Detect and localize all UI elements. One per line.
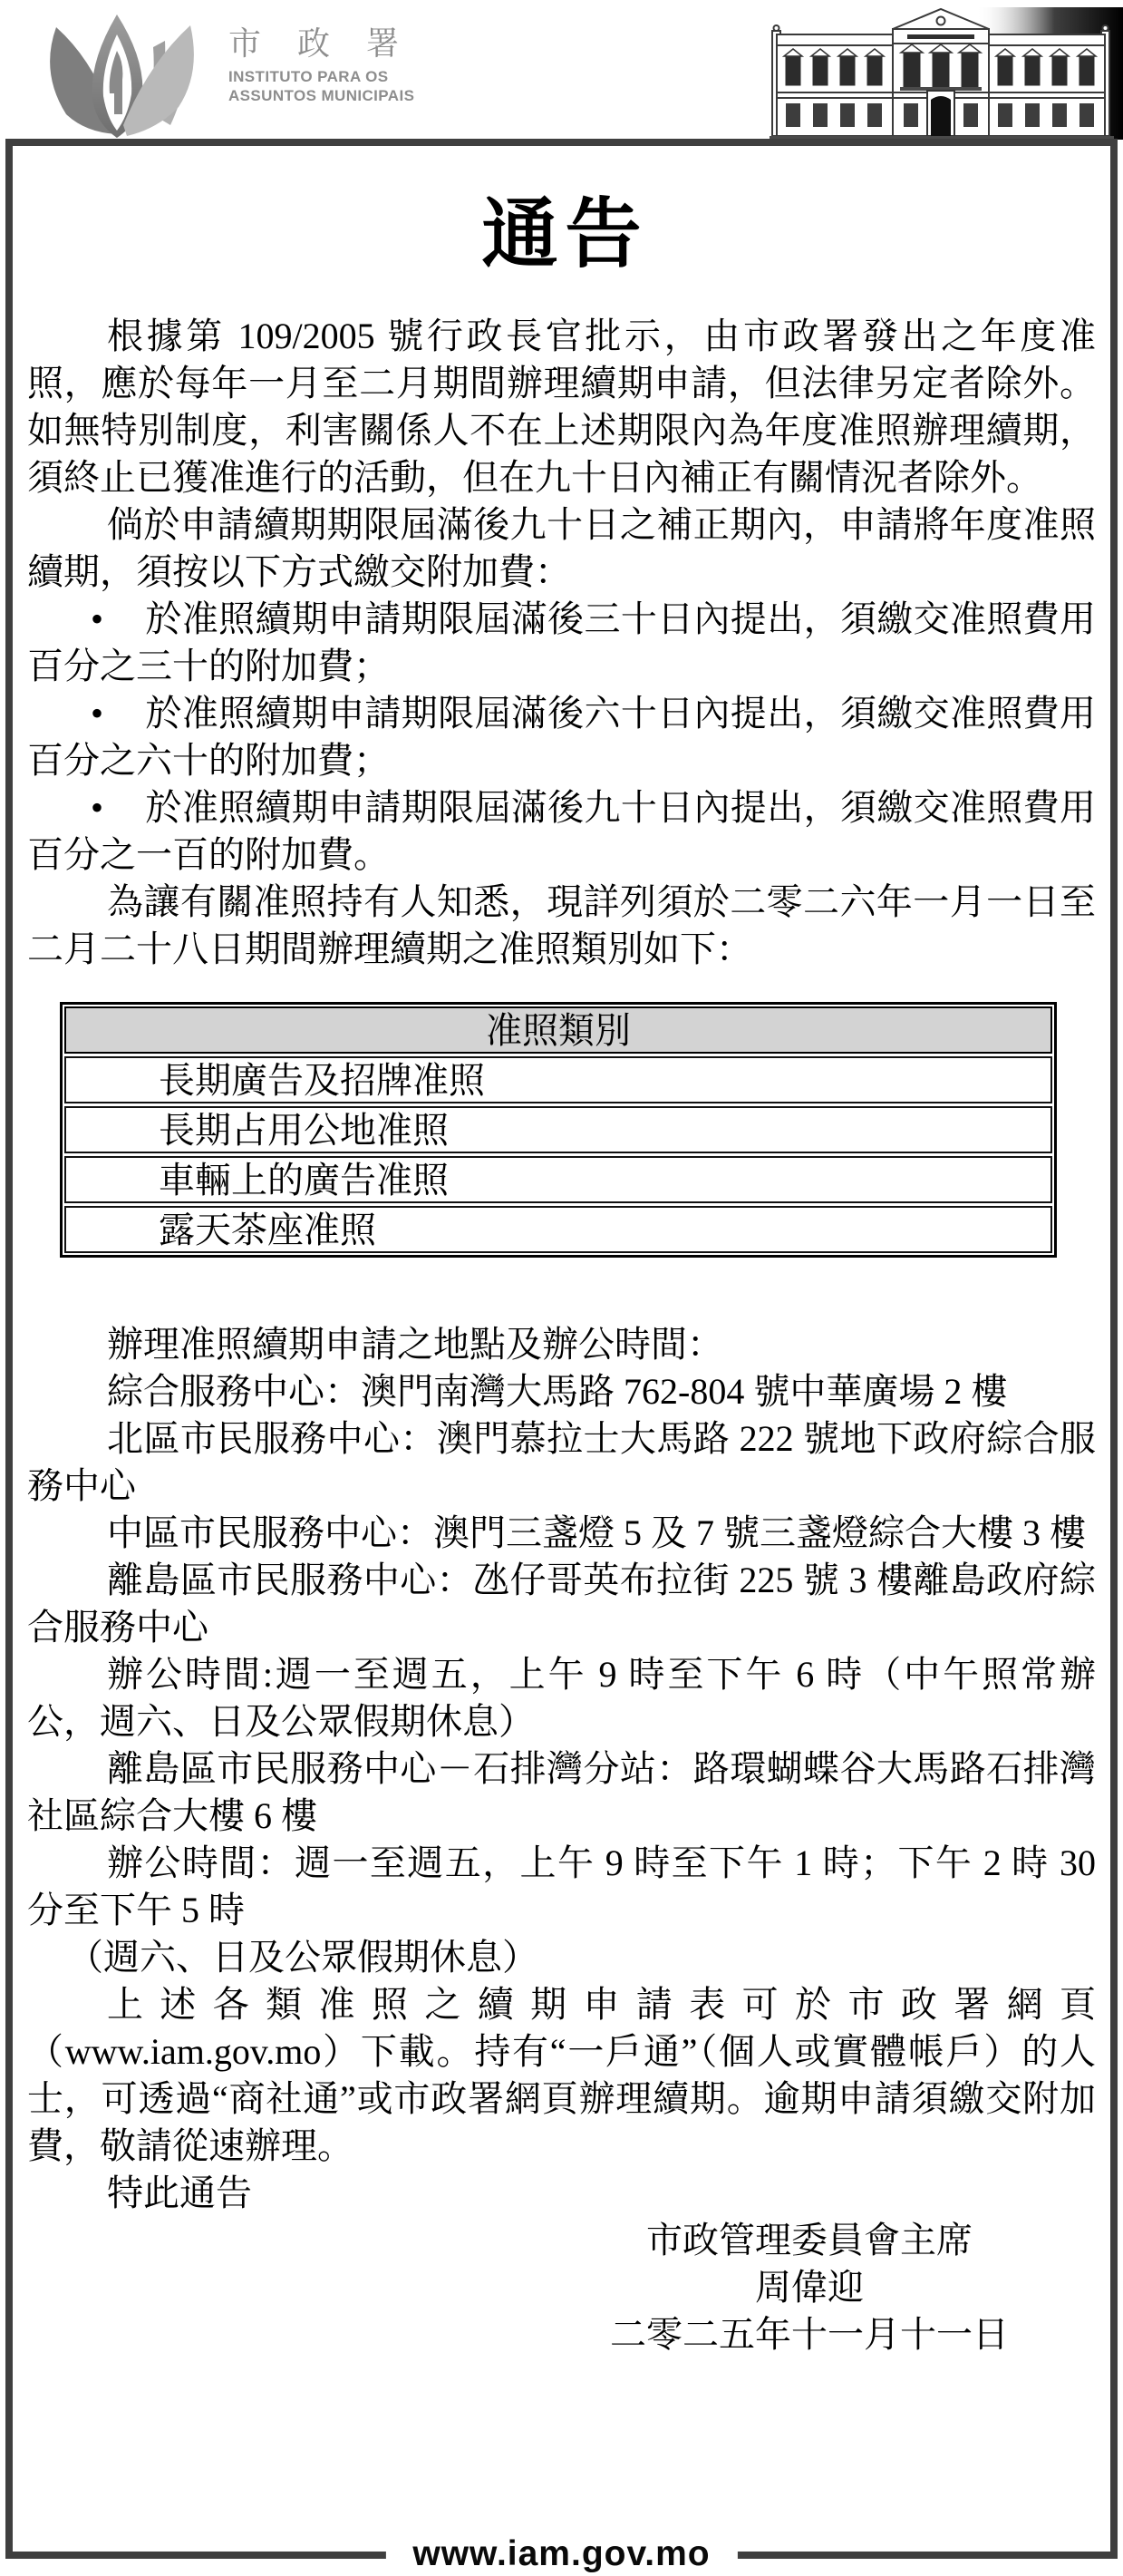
office-hours-closed-note: （週六、日及公眾假期休息） bbox=[67, 1937, 538, 1978]
bullet-surcharge-60: • 於准照續期申請期限屆滿後六十日內提出，須繳交准照費用百分之六十的附加費； bbox=[27, 693, 1096, 781]
agency-name-chinese: 市 政 署 bbox=[228, 24, 413, 62]
notice-title: 通告 bbox=[481, 193, 649, 277]
table-header-cell: 准照類別 bbox=[64, 1006, 1052, 1054]
paragraph-online-renewal: 上述各類准照之續期申請表可於市政署網頁（www.iam.gov.mo）下載。持有“一戶通”（個人或實體帳戶）的人士，可透過“商社通”或市政署網頁辦理續期。逾期申請須繳交附加費，敬請從速辦理。 bbox=[27, 1984, 1096, 2166]
bullet-icon: • bbox=[91, 598, 104, 639]
bullet-icon: • bbox=[91, 693, 104, 734]
location-seac-pai-van: 離島區市民服務中心－石排灣分站：路環蝴蝶谷大馬路石排灣社區綜合大樓 6 樓 bbox=[27, 1748, 1096, 1836]
office-hours-branch: 辦公時間：週一至週五，上午 9 時至下午 1 時；下午 2 時 30 分至下午 5 時 bbox=[27, 1842, 1096, 1930]
paragraph-legal-basis: 根據第 109/2005 號行政長官批示，由市政署發出之年度准照，應於每年一月至二月期間辦理續期申請，但法律另定者除外。如無特別制度，利害關係人不在上述期限內為年度准照辦理續期，須終止已獲准進行的活動，但在九十日內補正有關情況者除外。 bbox=[27, 316, 1096, 498]
letterhead bbox=[0, 0, 1123, 139]
location-islands-district: 離島區市民服務中心：氹仔哥英布拉街 225 號 3 樓離島政府綜合服務中心 bbox=[27, 1560, 1096, 1648]
iam-building-icon bbox=[760, 7, 1123, 140]
notice-content bbox=[13, 146, 1110, 2358]
paragraph-surcharge-intro: 倘於申請續期期限屆滿後九十日之補正期內，申請將年度准照續期，須按以下方式繳交附加費： bbox=[27, 504, 1096, 592]
agency-name-block bbox=[228, 25, 414, 105]
notice-date: 二零二五年十一月十一日 bbox=[610, 2314, 1009, 2355]
table-row: 車輛上的廣告准照 bbox=[64, 1156, 1052, 1203]
table-row: 長期占用公地准照 bbox=[64, 1106, 1052, 1153]
bullet-icon: • bbox=[91, 787, 104, 828]
table-row: 露天茶座准照 bbox=[64, 1206, 1052, 1253]
signer-title: 市政管理委員會主席 bbox=[646, 2220, 973, 2260]
table-row: 長期廣告及招牌准照 bbox=[64, 1056, 1052, 1103]
signature-block bbox=[610, 2217, 1009, 2358]
agency-name-portuguese: INSTITUTO PARA OS ASSUNTOS MUNICIPAIS bbox=[228, 68, 415, 104]
location-central-district: 中區市民服務中心：澳門三盞燈 5 及 7 號三盞燈綜合大樓 3 樓 bbox=[107, 1512, 1086, 1553]
office-hours-main: 辦公時間:週一至週五，上午 9 時至下午 6 時（中午照常辦公，週六、日及公眾假期休息） bbox=[27, 1654, 1096, 1742]
paragraph-location-intro: 辦理准照續期申請之地點及辦公時間： bbox=[107, 1324, 723, 1365]
location-integrated-services: 綜合服務中心：澳門南灣大馬路 762-804 號中華廣場 2 樓 bbox=[107, 1371, 1008, 1412]
bullet-surcharge-30: • 於准照續期申請期限屆滿後三十日內提出，須繳交准照費用百分之三十的附加費； bbox=[27, 598, 1096, 686]
footer-website-url: www.iam.gov.mo bbox=[385, 2533, 737, 2575]
iam-lotus-logo-icon bbox=[15, 7, 218, 141]
bullet-surcharge-100: • 於准照續期申請期限屆滿後九十日內提出，須繳交准照費用百分之一百的附加費。 bbox=[27, 787, 1096, 875]
signer-name: 周偉迎 bbox=[755, 2267, 864, 2308]
paragraph-closing: 特此通告 bbox=[107, 2173, 252, 2213]
paragraph-category-intro: 為讓有關准照持有人知悉，現詳列須於二零二六年一月一日至二月二十八日期間辦理續期之准照類別如下： bbox=[27, 881, 1096, 969]
location-north-district: 北區市民服務中心：澳門慕拉士大馬路 222 號地下政府綜合服務中心 bbox=[27, 1418, 1096, 1506]
license-category-table bbox=[60, 1002, 1057, 1258]
notice-frame bbox=[5, 139, 1118, 2559]
